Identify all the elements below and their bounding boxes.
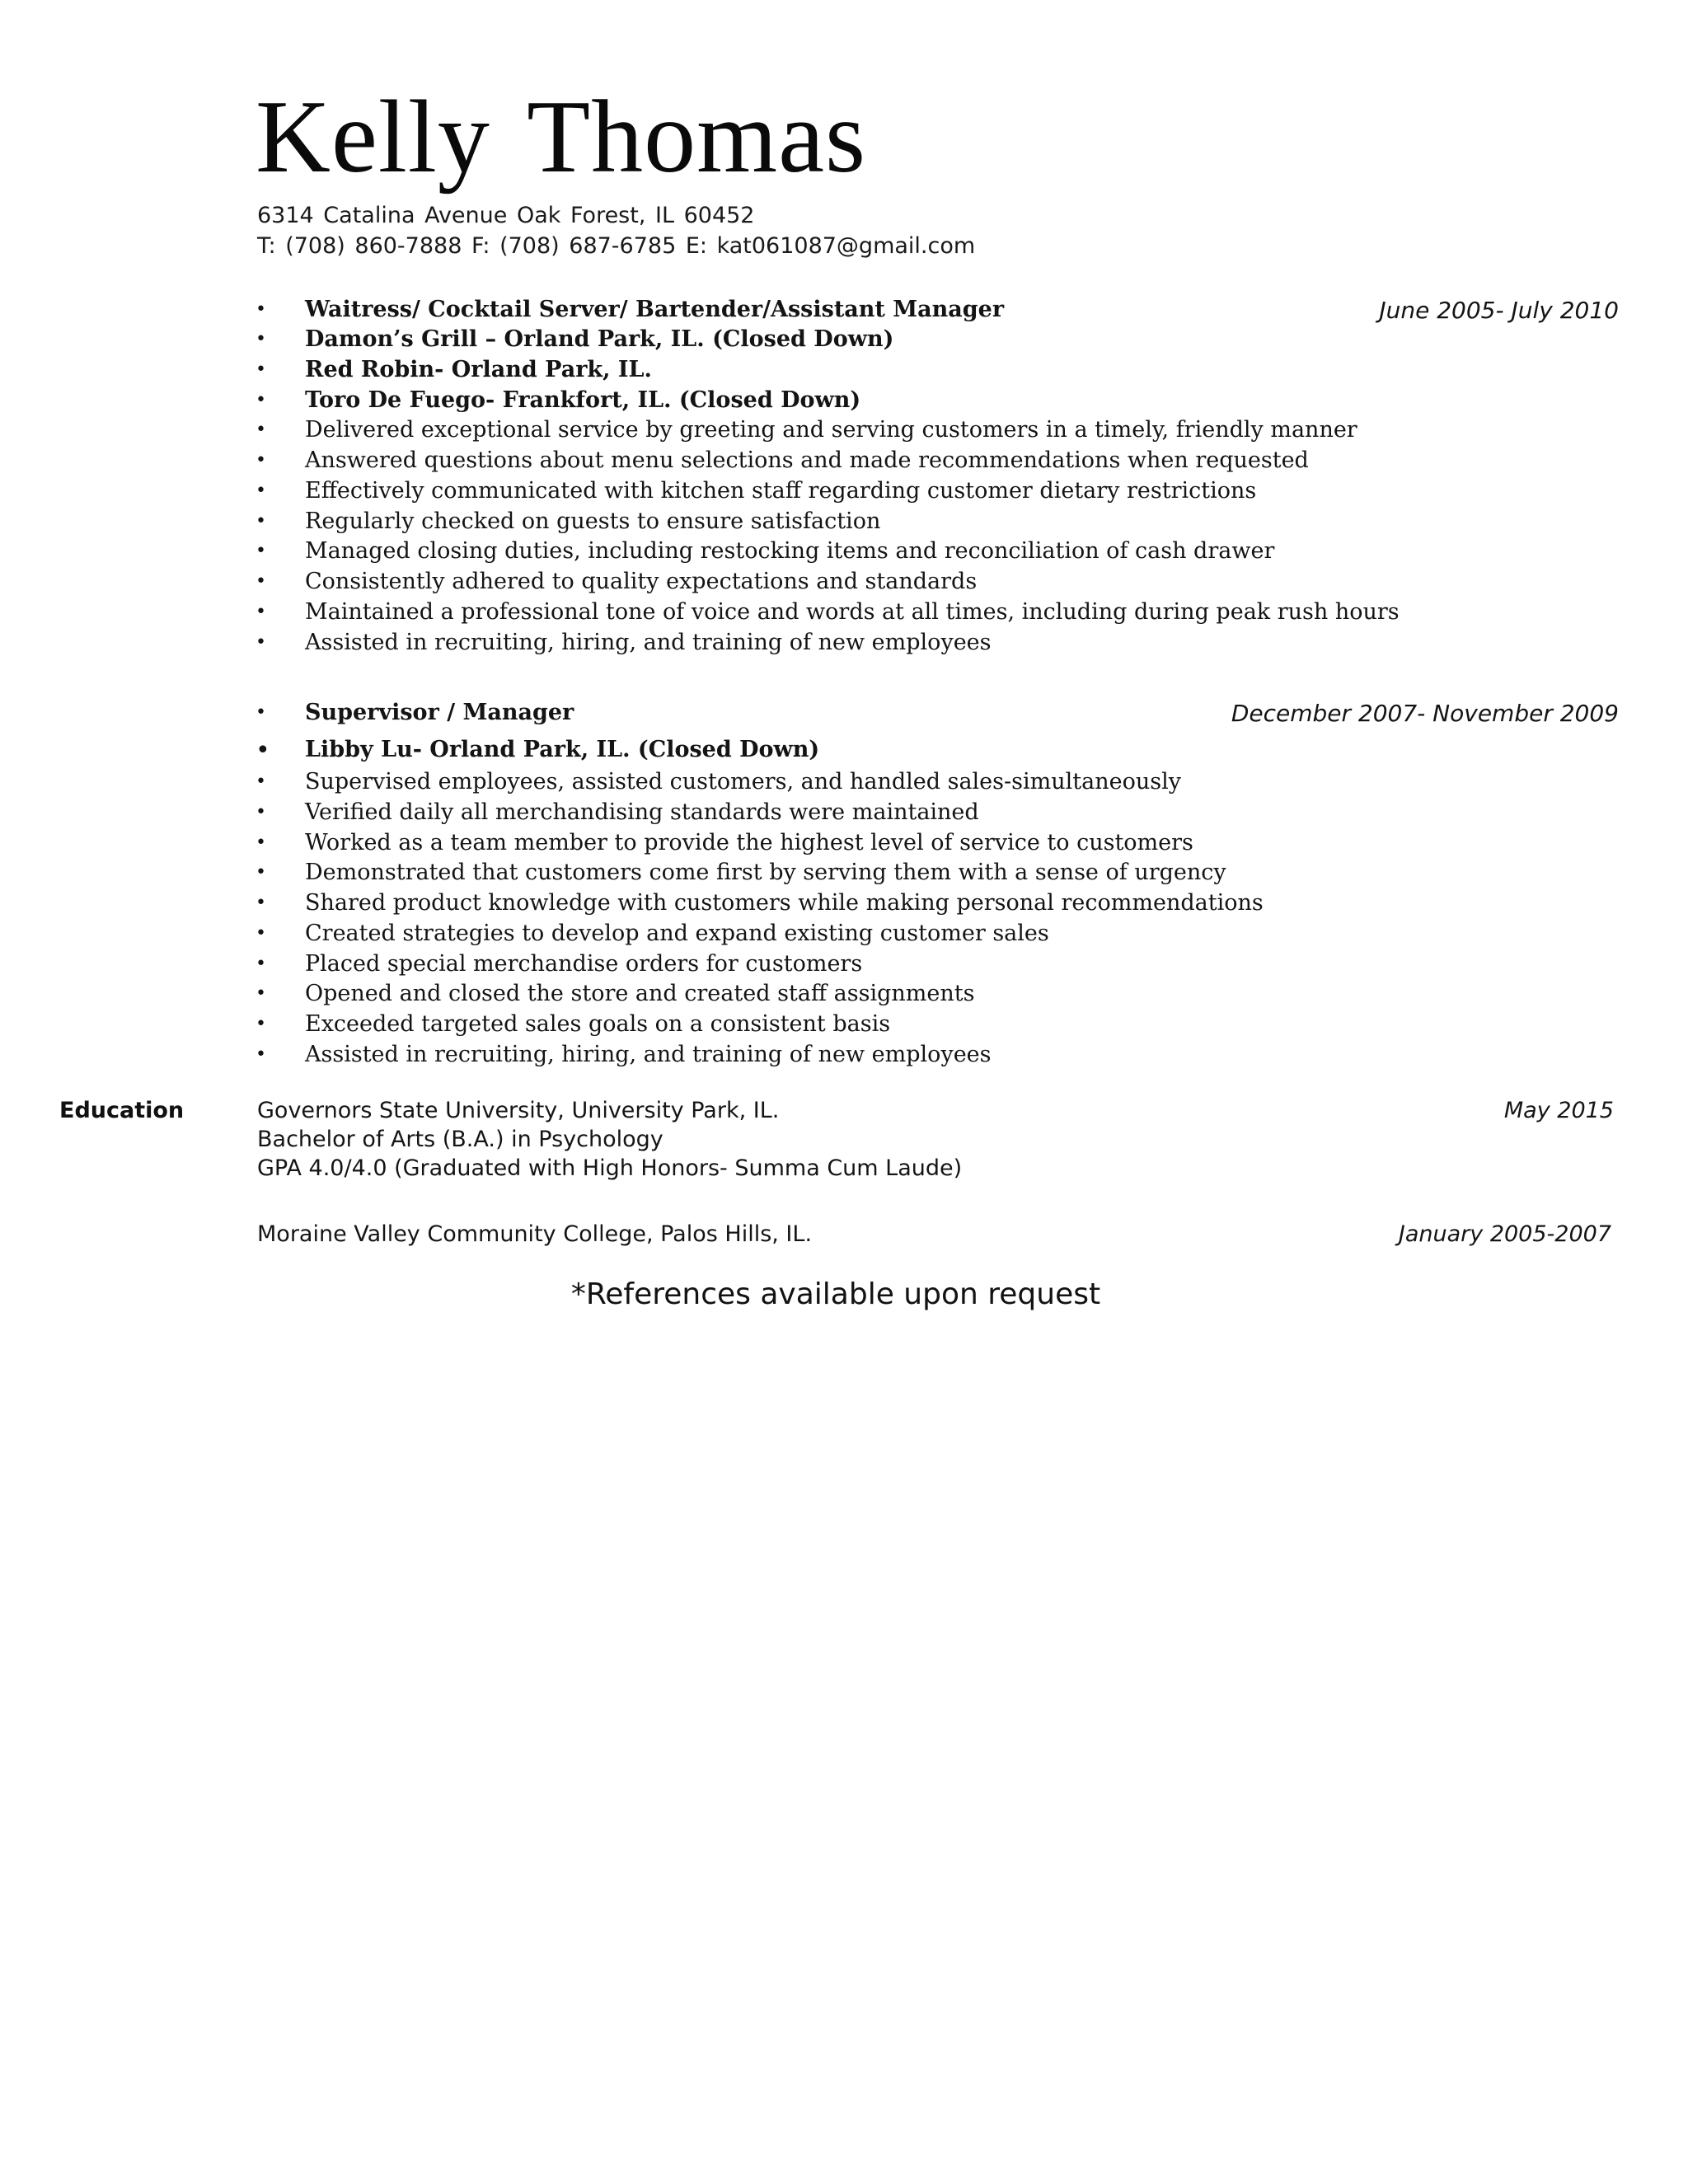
bullet: • [256, 390, 266, 410]
bullet: • [256, 480, 266, 501]
duty-text: Created strategies to develop and expand existing customer sales [305, 921, 1049, 946]
bullet: • [256, 1044, 266, 1065]
duty-text: Effectively communicated with kitchen staff regarding customer dietary restrictions [305, 478, 1257, 504]
duty-item [0, 890, 1688, 921]
bullet: • [256, 983, 266, 1004]
bullet: • [256, 802, 266, 823]
job-date: June 2005- July 2010 [1379, 297, 1619, 324]
employer-row [0, 387, 1688, 419]
references-note: *References available upon request [570, 1277, 1101, 1311]
bullet: • [256, 923, 266, 944]
duty-item [0, 921, 1688, 952]
candidate-name: Kelly Thomas [256, 80, 867, 194]
employer: Libby Lu- Orland Park, IL. (Closed Down) [305, 737, 820, 762]
school-name: Governors State University, University Park, IL. [257, 1098, 780, 1123]
duty-item [0, 448, 1688, 479]
bullet: • [256, 632, 266, 653]
bullet: • [256, 329, 266, 349]
school-date: January 2005-2007 [1398, 1221, 1611, 1247]
degree: Bachelor of Arts (B.A.) in Psychology [257, 1127, 663, 1152]
duty-item [0, 509, 1688, 540]
bullet: • [256, 511, 266, 532]
bullet: • [256, 771, 266, 792]
duty-text: Delivered exceptional service by greeting and serving customers in a timely, friendly manner [305, 417, 1357, 443]
education-heading: Education [59, 1098, 185, 1123]
duty-item [0, 538, 1688, 569]
duty-text: Supervised employees, assisted customers, and handled sales-simultaneously [305, 769, 1181, 794]
bullet: • [256, 736, 270, 765]
bullet: • [256, 862, 266, 883]
job-title: Supervisor / Manager [305, 700, 574, 725]
bullet: • [256, 1014, 266, 1034]
school-date: May 2015 [1503, 1098, 1614, 1123]
bullet: • [256, 702, 266, 723]
duty-item [0, 630, 1688, 661]
employer: Damon’s Grill – Orland Park, IL. (Closed Down) [305, 326, 894, 352]
employer-row [0, 357, 1688, 388]
duty-text: Verified daily all merchandising standards were maintained [305, 799, 979, 825]
bullet: • [256, 419, 266, 440]
duty-text: Maintained a professional tone of voice and words at all times, including during peak rush hours [305, 599, 1400, 625]
duty-text: Opened and closed the store and created staff assignments [305, 981, 975, 1006]
bullet: • [256, 299, 266, 320]
duty-item [0, 599, 1688, 630]
bullet: • [256, 450, 266, 471]
duty-item [0, 860, 1688, 891]
duty-item [0, 769, 1688, 800]
duty-text: Worked as a team member to provide the highest level of service to customers [305, 830, 1193, 855]
duty-item [0, 417, 1688, 448]
duty-text: Exceeded targeted sales goals on a consistent basis [305, 1011, 891, 1037]
bullet: • [256, 893, 266, 913]
duty-item [0, 981, 1688, 1012]
duty-text: Managed closing duties, including restocking items and reconciliation of cash drawer [305, 538, 1275, 564]
duty-text: Assisted in recruiting, hiring, and training of new employees [305, 1042, 992, 1067]
duty-text: Regularly checked on guests to ensure satisfaction [305, 509, 881, 534]
school-name: Moraine Valley Community College, Palos Hills, IL. [257, 1221, 813, 1247]
job-title: Waitress/ Cocktail Server/ Bartender/Assistant Manager [305, 297, 1005, 322]
bullet: • [256, 571, 266, 592]
duty-item [0, 951, 1688, 982]
bullet: • [256, 832, 266, 853]
duty-text: Shared product knowledge with customers while making personal recommendations [305, 890, 1264, 916]
duty-text: Placed special merchandise orders for customers [305, 951, 863, 977]
duty-item [0, 830, 1688, 861]
duty-text: Answered questions about menu selections and made recommendations when requested [305, 448, 1309, 473]
duty-item [0, 569, 1688, 600]
employer-row [0, 326, 1688, 358]
duty-text: Assisted in recruiting, hiring, and training of new employees [305, 630, 992, 655]
address-line: 6314 Catalina Avenue Oak Forest, IL 60452 [257, 203, 755, 228]
bullet: • [256, 602, 266, 622]
duty-item [0, 799, 1688, 831]
duty-text: Demonstrated that customers come first by serving them with a sense of urgency [305, 860, 1226, 885]
contact-line: T: (708) 860-7888 F: (708) 687-6785 E: kat061087@gmail.com [257, 233, 976, 259]
bullet: • [256, 954, 266, 974]
job-date: December 2007- November 2009 [1231, 700, 1619, 727]
job-title-row [0, 297, 1688, 328]
employer: Toro De Fuego- Frankfort, IL. (Closed Down) [305, 387, 861, 413]
duty-item [0, 1011, 1688, 1043]
bullet: • [256, 541, 266, 561]
duty-text: Consistently adhered to quality expectations and standards [305, 569, 978, 594]
gpa: GPA 4.0/4.0 (Graduated with High Honors- Summa Cum Laude) [257, 1155, 963, 1181]
employer: Red Robin- Orland Park, IL. [305, 357, 652, 382]
employer-row [0, 737, 1688, 768]
bullet: • [256, 359, 266, 380]
duty-item [0, 1042, 1688, 1073]
duty-item [0, 478, 1688, 509]
job-title-row [0, 700, 1688, 731]
